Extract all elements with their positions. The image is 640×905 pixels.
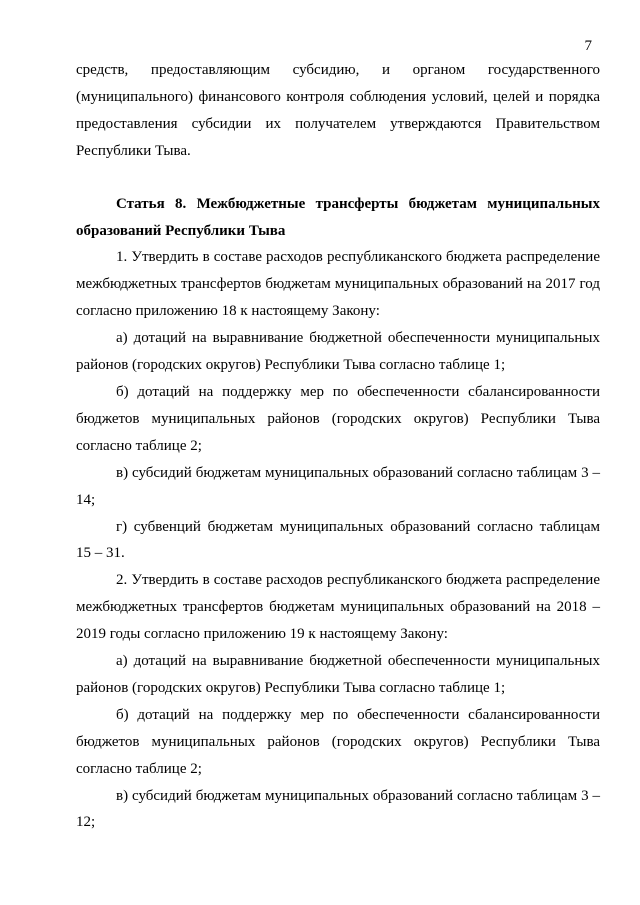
- clause-2-item-c: в) субсидий бюджетам муниципальных образований согласно таблицам 3 – 12;: [76, 787, 600, 831]
- clause-1-item-a: а) дотаций на выравнивание бюджетной обеспеченности муниципальных районов (городских округов) Республики Тыва согласно таблице 1;: [76, 330, 600, 374]
- clause-1: 1. Утвердить в составе расходов республиканского бюджета распределение межбюджетных трансфертов бюджетам муниципальных образований на 2017 год согласно приложению 18 к настоящему Закону:: [76, 249, 600, 320]
- paragraph-continuation: средств, предоставляющим субсидию, и органом государственного (муниципального) финансового контроля соблюдения условий, целей и порядка предоставления субсидии их получателем утверждаются Правительством Республики Тыва.: [76, 62, 600, 159]
- clause-1-item-b: б) дотаций на поддержку мер по обеспеченности сбалансированности бюджетов муниципальных районов (городских округов) Республики Тыва согласно таблице 2;: [76, 383, 600, 454]
- clause-1-item-c: в) субсидий бюджетам муниципальных образований согласно таблицам 3 – 14;: [76, 464, 600, 508]
- document-body: [76, 57, 600, 836]
- page-number: 7: [584, 38, 592, 54]
- clause-2-item-b: б) дотаций на поддержку мер по обеспеченности сбалансированности бюджетов муниципальных районов (городских округов) Республики Тыва согласно таблице 2;: [76, 706, 600, 777]
- clause-2-item-a: а) дотаций на выравнивание бюджетной обеспеченности муниципальных районов (городских округов) Республики Тыва согласно таблице 1;: [76, 653, 600, 696]
- clause-2: 2. Утвердить в составе расходов республиканского бюджета распределение межбюджетных трансфертов бюджетам муниципальных образований на 2018 – 2019 годы согласно приложению 19 к настоящему Закону:: [76, 572, 600, 643]
- clause-1-item-d: г) субвенций бюджетам муниципальных образований согласно таблицам 15 – 31.: [76, 518, 600, 562]
- article-8-title: Статья 8. Межбюджетные трансферты бюджетам муниципальных образований Республики Тыва: [76, 195, 600, 239]
